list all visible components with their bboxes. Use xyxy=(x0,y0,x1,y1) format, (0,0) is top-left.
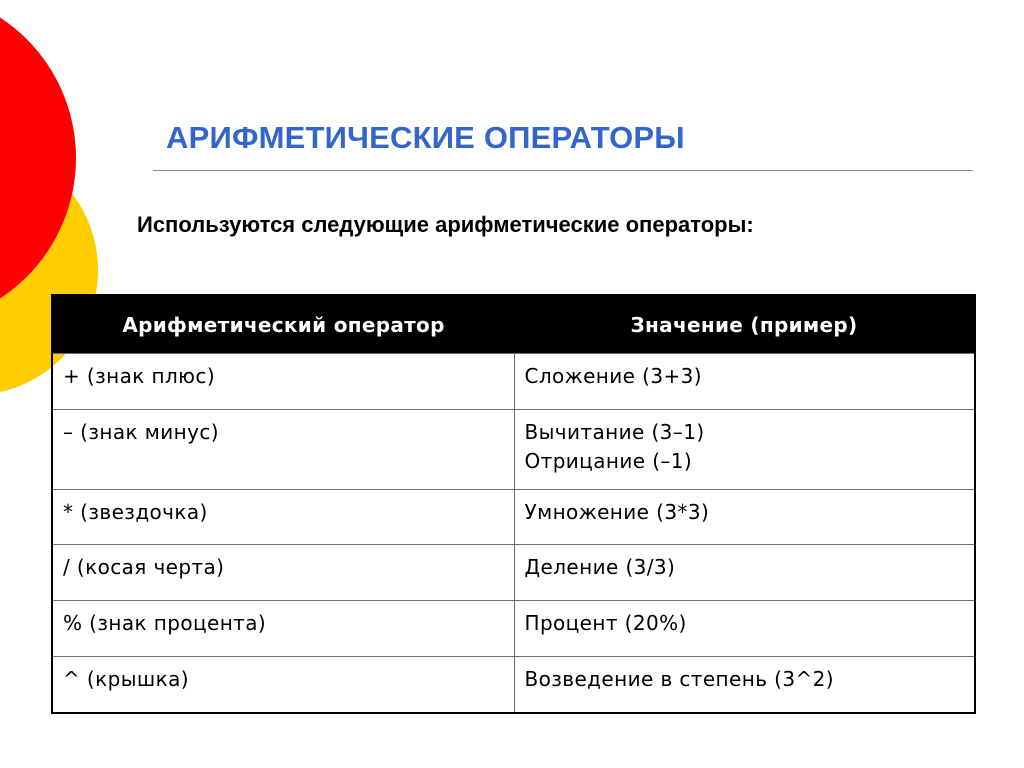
header-meaning: Значение (пример) xyxy=(514,295,975,354)
meaning-line: Процент (20%) xyxy=(524,611,687,635)
meaning-cell xyxy=(514,601,975,657)
operator-cell: + (знак плюс) xyxy=(52,354,514,410)
meaning-line: Деление (3/3) xyxy=(524,555,676,579)
meaning-cell xyxy=(514,410,975,490)
meaning-cell xyxy=(514,657,975,713)
meaning-line: Вычитание (3–1) xyxy=(524,420,705,444)
meaning-cell xyxy=(514,490,975,545)
table-row xyxy=(52,601,975,657)
meaning-line: Умножение (3*3) xyxy=(524,500,710,524)
header-operator: Арифметический оператор xyxy=(52,295,514,354)
operators-table xyxy=(51,294,976,714)
table-row xyxy=(52,490,975,545)
title-divider xyxy=(153,170,973,171)
table-row xyxy=(52,657,975,713)
operator-cell: * (звездочка) xyxy=(52,490,514,545)
slide-title: АРИФМЕТИЧЕСКИЕ ОПЕРАТОРЫ xyxy=(166,120,685,155)
operator-cell: ^ (крышка) xyxy=(52,657,514,713)
meaning-line: Отрицание (–1) xyxy=(524,449,693,473)
operator-cell: / (косая черта) xyxy=(52,545,514,601)
operator-cell: % (знак процента) xyxy=(52,601,514,657)
table-row xyxy=(52,354,975,410)
table-row xyxy=(52,545,975,601)
meaning-cell xyxy=(514,354,975,410)
table-row xyxy=(52,410,975,490)
operator-cell: – (знак минус) xyxy=(52,410,514,490)
intro-text: Используются следующие арифметические операторы: xyxy=(137,212,754,237)
meaning-line: Возведение в степень (3^2) xyxy=(524,667,834,691)
table-header-row xyxy=(52,295,975,354)
meaning-line: Сложение (3+3) xyxy=(524,364,702,388)
meaning-cell xyxy=(514,545,975,601)
